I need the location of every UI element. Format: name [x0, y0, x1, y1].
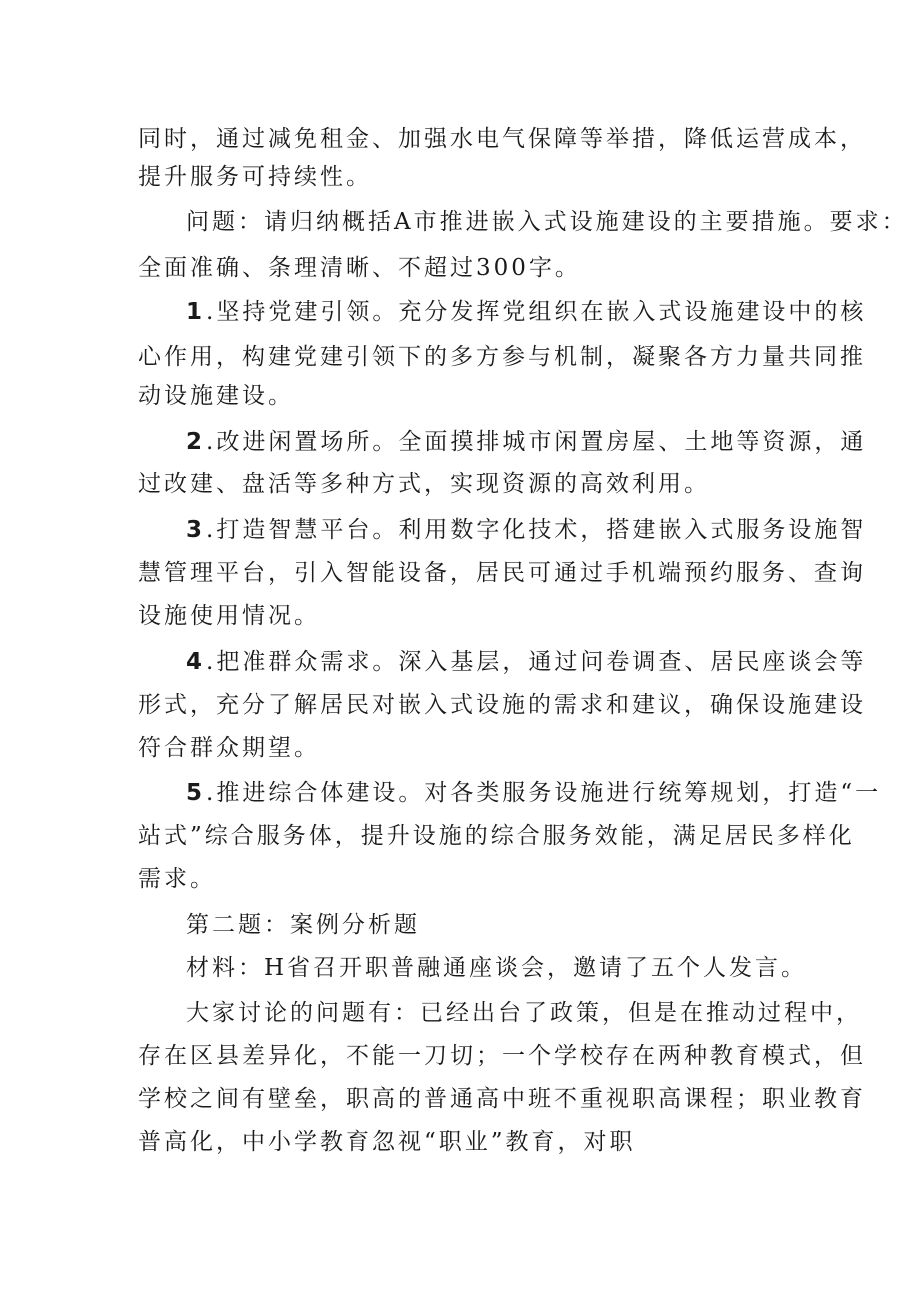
discussion-line-2: 存在区县差异化，不能一刀切；一个学校存在两种教育模式，但 — [138, 1043, 866, 1069]
intro-line-1: 同时，通过减免租金、加强水电气保障等举措，降低运营成本， — [138, 126, 866, 152]
answer-3-line-3: 设施使用情况。 — [138, 603, 320, 629]
answer-3-text: .打造智慧平台。利用数字化技术，搭建嵌入式服务设施智 — [206, 517, 867, 543]
answer-1-text: .坚持党建引领。充分发挥党组织在嵌入式设施建设中的核 — [206, 299, 867, 325]
answer-5-line-2: 站式”综合服务体，提升设施的综合服务效能，满足居民多样化 — [138, 823, 855, 849]
discussion-line-3: 学校之间有壁垒，职高的普通高中班不重视职高课程；职业教育 — [138, 1086, 866, 1112]
answer-4-line-3: 符合群众期望。 — [138, 735, 320, 761]
material-line: 材料：H省召开职普融通座谈会，邀请了五个人发言。 — [186, 955, 808, 981]
answer-5-line-1 — [186, 778, 881, 808]
question-line-2: 全面准确、条理清晰、不超过300字。 — [138, 255, 581, 281]
answer-3-line-2: 慧管理平台，引入智能设备，居民可通过手机端预约服务、查询 — [138, 560, 866, 586]
intro-line-2: 提升服务可持续性。 — [138, 164, 372, 190]
discussion-line-1: 大家讨论的问题有：已经出台了政策，但是在推动过程中， — [186, 1000, 862, 1026]
question-line-1: 问题：请归纳概括A市推进嵌入式设施建设的主要措施。要求： — [186, 209, 908, 235]
answer-5-text: .推进综合体建设。对各类服务设施进行统筹规划，打造“一 — [206, 780, 882, 806]
answer-3-number: 3 — [186, 517, 207, 543]
answer-4-text: .把准群众需求。深入基层，通过问卷调查、居民座谈会等 — [206, 649, 867, 675]
answer-1-number: 1 — [186, 299, 207, 325]
answer-4-line-1 — [186, 647, 866, 677]
section-2-title: 第二题：案例分析题 — [186, 912, 420, 938]
answer-3-line-1 — [186, 515, 866, 545]
answer-2-line-2: 过改建、盘活等多种方式，实现资源的高效利用。 — [138, 471, 710, 497]
answer-1-line-3: 动设施建设。 — [138, 383, 294, 409]
answer-5-line-3: 需求。 — [138, 866, 216, 892]
discussion-line-4: 普高化，中小学教育忽视“职业”教育，对职 — [138, 1129, 636, 1155]
answer-2-number: 2 — [186, 429, 207, 455]
answer-5-number: 5 — [186, 780, 207, 806]
answer-1-line-2: 心作用，构建党建引领下的多方参与机制，凝聚各方力量共同推 — [138, 344, 866, 370]
answer-2-line-1 — [186, 427, 866, 457]
answer-1-line-1 — [186, 297, 866, 327]
answer-4-number: 4 — [186, 649, 207, 675]
answer-2-text: .改进闲置场所。全面摸排城市闲置房屋、土地等资源，通 — [206, 429, 867, 455]
answer-4-line-2: 形式，充分了解居民对嵌入式设施的需求和建议，确保设施建设 — [138, 692, 866, 718]
